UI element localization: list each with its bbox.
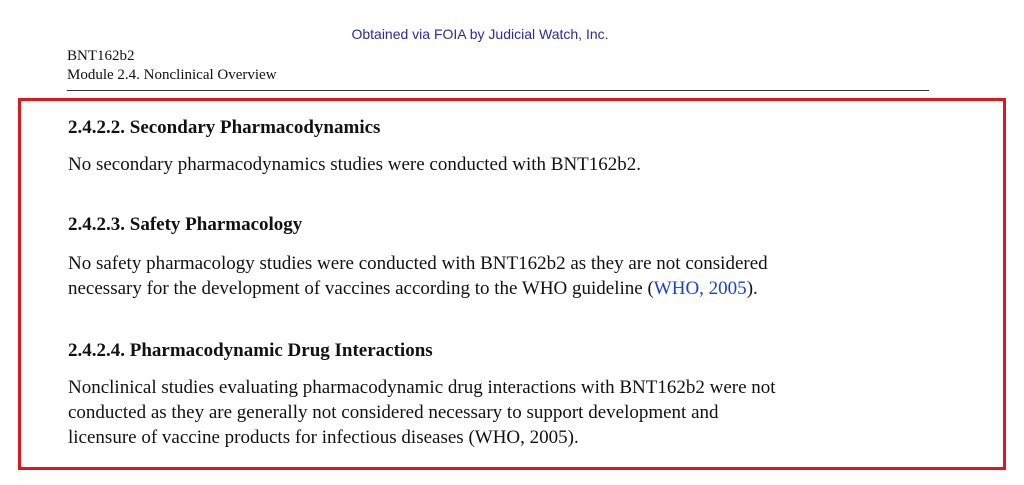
- section-text-safety-pharmacology: [68, 251, 968, 301]
- section-text-drug-interactions: [68, 375, 968, 450]
- section-heading-drug-interactions: 2.4.2.4. Pharmacodynamic Drug Interactions: [68, 340, 433, 361]
- text-line: [68, 276, 968, 301]
- text-fragment: necessary for the development of vaccines according to the WHO guideline (: [68, 278, 654, 299]
- section-text-secondary-pharmacodynamics: No secondary pharmacodynamics studies were conducted with BNT162b2.: [68, 154, 642, 175]
- header-divider: [67, 90, 929, 91]
- text-line: licensure of vaccine products for infectious diseases (WHO, 2005).: [68, 427, 579, 448]
- document-header-module: Module 2.4. Nonclinical Overview: [67, 67, 277, 83]
- section-heading-secondary-pharmacodynamics: 2.4.2.2. Secondary Pharmacodynamics: [68, 117, 381, 138]
- section-heading-safety-pharmacology: 2.4.2.3. Safety Pharmacology: [68, 214, 303, 235]
- document-header-product: BNT162b2: [67, 48, 135, 64]
- who-2005-reference-link[interactable]: WHO, 2005: [653, 278, 747, 299]
- foia-watermark: Obtained via FOIA by Judicial Watch, Inc.: [351, 26, 609, 42]
- text-fragment: ).: [746, 278, 758, 299]
- text-line: conducted as they are generally not considered necessary to support development and: [68, 402, 719, 423]
- text-line: Nonclinical studies evaluating pharmacodynamic drug interactions with BNT162b2 were not: [68, 377, 776, 398]
- text-line: No safety pharmacology studies were conducted with BNT162b2 as they are not considered: [68, 253, 768, 274]
